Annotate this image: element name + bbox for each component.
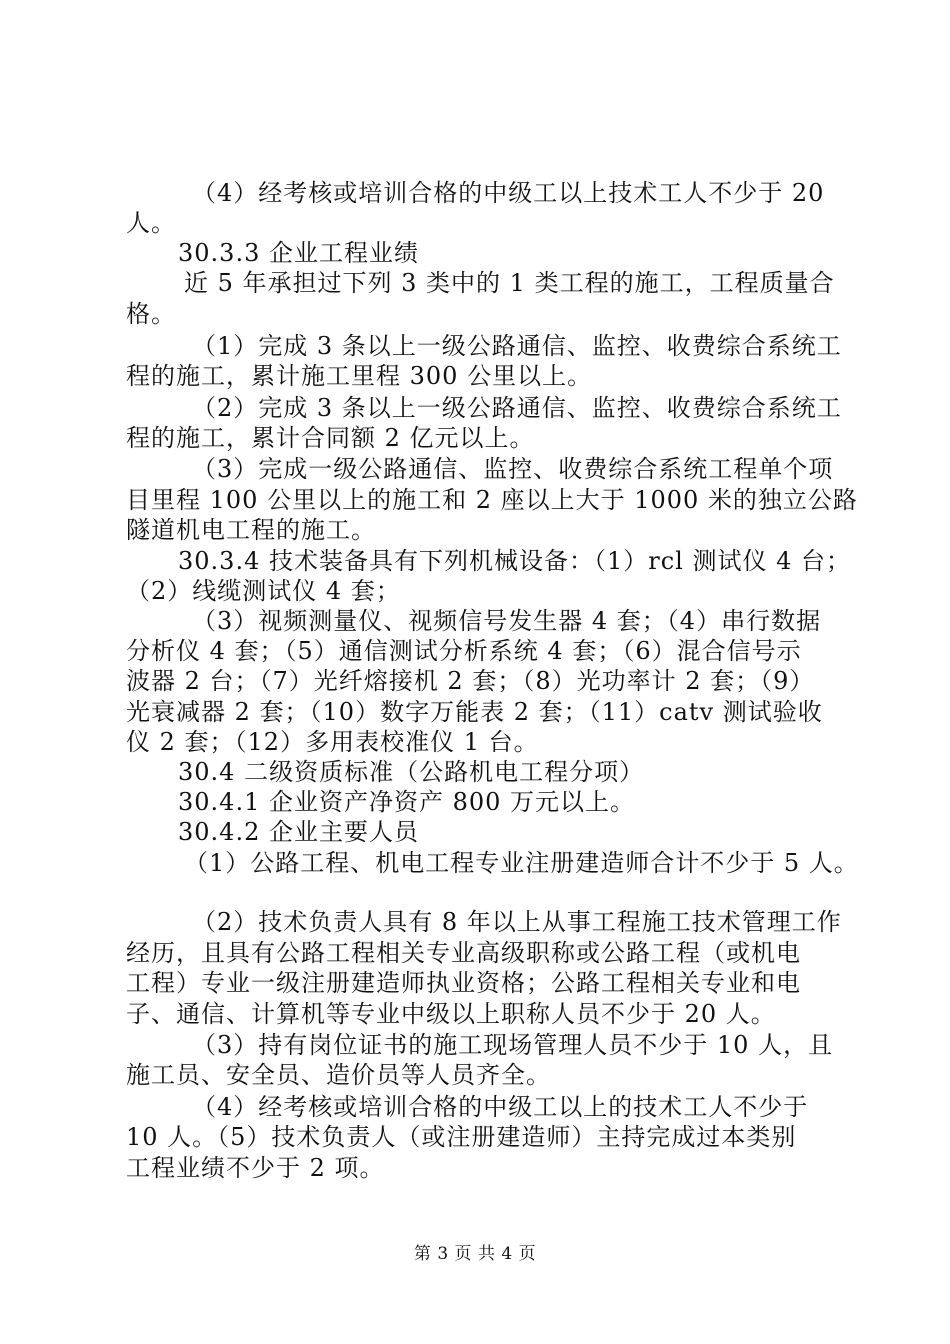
text-line: 程的施工，累计施工里程 300 公里以上。 [126, 362, 593, 390]
text-line: （4）经考核或培训合格的中级工以上技术工人不少于 20 [192, 179, 825, 207]
text-line: 程的施工，累计合同额 2 亿元以上。 [126, 424, 535, 452]
text-line: （2）线缆测试仪 4 套； [126, 577, 401, 605]
text-line: （3）完成一级公路通信、监控、收费综合系统工程单个项 [192, 455, 834, 483]
text-line: 近 5 年承担过下列 3 类中的 1 类工程的施工，工程质量合 [184, 269, 835, 297]
text-line: 光衰减器 2 套；（10）数字万能表 2 套；（11）catv 测试验收 [126, 698, 823, 726]
text-line: 10 人。（5）技术负责人（或注册建造师）主持完成过本类别 [126, 1123, 797, 1151]
text-line: 格。 [126, 300, 176, 328]
text-line: （4）经考核或培训合格的中级工以上的技术工人不少于 [192, 1093, 809, 1121]
text-line: 经历，且具有公路工程相关专业高级职称或公路工程（或机电 [126, 939, 801, 967]
text-line: 工程）专业一级注册建造师执业资格；公路工程相关专业和电 [126, 969, 801, 997]
text-line: （3）持有岗位证书的施工现场管理人员不少于 10 人，且 [192, 1031, 834, 1059]
text-line: 人。 [126, 209, 176, 237]
text-line: 仪 2 套；（12）多用表校准仪 1 台。 [126, 728, 539, 756]
text-line: （1）完成 3 条以上一级公路通信、监控、收费综合系统工 [192, 332, 842, 360]
section-heading: 30.4 二级资质标准（公路机电工程分项） [178, 758, 645, 786]
text-line: 工程业绩不少于 2 项。 [126, 1154, 385, 1182]
text-line: （3）视频测量仪、视频信号发生器 4 套；（4）串行数据 [192, 607, 822, 635]
page-number-footer: 第 3 页 共 4 页 [413, 1244, 537, 1264]
text-line: 隧道机电工程的施工。 [126, 516, 376, 544]
text-line: （2）完成 3 条以上一级公路通信、监控、收费综合系统工 [192, 394, 842, 422]
text-line: 施工员、安全员、造价员等人员齐全。 [126, 1061, 551, 1089]
section-heading: 30.3.3 企业工程业绩 [178, 239, 419, 267]
text-line: 波器 2 台；（7）光纤熔接机 2 套；（8）光功率计 2 套；（9） [126, 667, 815, 695]
text-line: 目里程 100 公里以上的施工和 2 座以上大于 1000 米的独立公路 [126, 486, 858, 514]
text-line: （2）技术负责人具有 8 年以上从事工程施工技术管理工作 [192, 908, 842, 936]
section-heading: 30.4.2 企业主要人员 [178, 818, 419, 846]
section-heading: 30.4.1 企业资产净资产 800 万元以上。 [178, 788, 636, 816]
text-line: 分析仪 4 套；（5）通信测试分析系统 4 套；（6）混合信号示 [126, 637, 802, 665]
text-line: （1）公路工程、机电工程专业注册建造师合计不少于 5 人。 [184, 849, 859, 877]
text-line: 子、通信、计算机等专业中级以上职称人员不少于 20 人。 [126, 1000, 776, 1028]
section-heading: 30.3.4 技术装备具有下列机械设备：（1）rcl 测试仪 4 台； [178, 547, 851, 575]
